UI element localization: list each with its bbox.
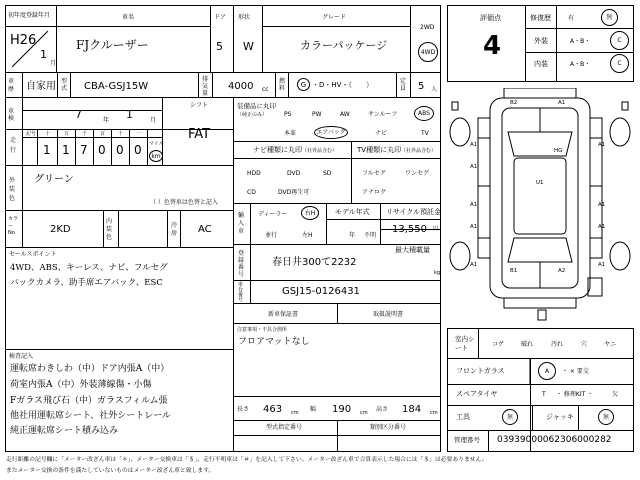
inspector-note-4: 他社用運転席シート、社外シートレール xyxy=(10,411,172,421)
digit-label-3: 百 xyxy=(100,131,106,137)
equipment-sub-label: （純正のみ） xyxy=(237,112,268,118)
first-reg-year: H26 xyxy=(10,33,37,48)
tv-analog: アナログ xyxy=(362,189,387,196)
recycle-yen: 円 xyxy=(433,226,439,232)
sales-points-label: セールスポイント xyxy=(9,251,57,258)
recycle-label: リサイクル預託金 xyxy=(386,208,442,216)
year-divider xyxy=(8,29,57,69)
equip-airbag-circled: エアバック xyxy=(314,126,348,139)
digit-label-4: 十 xyxy=(118,131,124,137)
inspector-note-5: 純正運転席シート積み込み xyxy=(10,426,119,436)
import-left-hand: 左H xyxy=(302,232,313,239)
inspection-month-unit: 月 xyxy=(150,117,157,124)
footer-note-2: またメーター交換の条件を満たしていないものはメーター改ざん車と致します。 xyxy=(6,468,215,474)
length-value: 463 xyxy=(263,404,283,415)
digit-label-0: 十 xyxy=(45,131,51,137)
footer-note-1: 走行距離の記号欄に「メーター改ざん車は「＊」、メーター交換車は「＄」、走行不明車は「＃」を記入して下さい。メーター改ざん車で合算表示した場合には「＄」は必要ありません。 xyxy=(6,457,488,463)
model-label: 型式 xyxy=(61,78,68,92)
shift-value: FAT xyxy=(188,127,211,142)
score-value: 4 xyxy=(483,31,502,61)
color-no-label: カラーNo xyxy=(8,216,19,236)
fuel-label: 燃料 xyxy=(279,78,286,92)
displacement-value: 4000 xyxy=(228,81,254,92)
import-right-hand-circled: 右H xyxy=(301,206,319,220)
mark-right-3: A1 xyxy=(598,224,606,230)
repair-no-circled: 無 xyxy=(601,9,618,26)
capacity-value: 5 xyxy=(418,81,425,92)
mark-left-2: A1 xyxy=(470,164,478,170)
width-cm: cm xyxy=(360,410,368,416)
mileage-digit-4: 0 xyxy=(116,143,124,157)
max-load-label: 最大積載量 xyxy=(395,246,430,254)
drive-4wd-circled: 4WD xyxy=(418,42,438,62)
mileage-digit-3: 0 xyxy=(98,143,106,157)
mark-right-1: A1 xyxy=(598,142,606,148)
jack-label: ジャッキ xyxy=(546,413,574,421)
interior-grade-c-circled: C xyxy=(610,54,629,73)
model-year-value: 不明 xyxy=(364,232,377,239)
mark-top-a1: A1 xyxy=(558,100,566,106)
inspector-note-1: 運転席わきしわ（中）ドア内張A（中） xyxy=(10,364,170,374)
management-value: 03939000062306000282 xyxy=(497,435,612,445)
length-cm: cm xyxy=(291,410,299,416)
tv-sub: （社外品含む） xyxy=(401,148,437,154)
capacity-label: 定員 xyxy=(400,78,407,92)
mark-bottom-b1: B1 xyxy=(510,268,518,274)
mark-center-u1: U1 xyxy=(536,180,544,186)
grade-label: グレード xyxy=(322,14,347,21)
manual: 取扱説明書 xyxy=(373,311,404,318)
digit-label-1: 万 xyxy=(64,131,70,137)
navi-sd: SD xyxy=(323,170,332,177)
spare-tire-repair-kit: ・ 修理KIT ・ xyxy=(556,391,594,398)
interior-grade-label: 内装 xyxy=(534,60,548,68)
front-glass-label: フロントガラス xyxy=(456,367,505,375)
notes-label: 注意事項・不具合箇所 xyxy=(237,327,288,333)
import-label: 輸入車 xyxy=(238,212,245,235)
ac-value: AC xyxy=(198,224,212,235)
management-label: 管理番号 xyxy=(454,436,480,444)
spare-tire-t: T xyxy=(542,391,546,398)
inspector-note-3: Fガラス飛び石（中）ガラスフィルム張 xyxy=(10,396,168,406)
equip-pw: PW xyxy=(312,111,322,118)
mileage-digit-1: 1 xyxy=(62,143,70,157)
interior-sheet-label: 室内シート xyxy=(455,335,475,352)
body-type-label: 車歴 xyxy=(8,78,15,93)
mileage-label: 走行 xyxy=(10,137,17,154)
first-reg-month: 1 xyxy=(40,48,47,61)
tools-label: 工具 xyxy=(456,413,470,421)
equip-leather: 本革 xyxy=(284,130,297,137)
navi-dvd-playback: DVD再生可 xyxy=(278,189,310,196)
import-dealer: ディーラー xyxy=(258,211,288,218)
height-cm: cm xyxy=(430,410,438,416)
inspector-note-2: 荷室内張A（中）外装薄線傷・小傷 xyxy=(10,380,152,390)
mark-left-4: A1 xyxy=(470,224,478,230)
color-no-value: 2KD xyxy=(50,224,71,235)
width-value: 190 xyxy=(332,404,352,415)
first-reg-month-unit: 月 xyxy=(50,60,57,67)
door-value: 5 xyxy=(216,40,223,53)
interior-color-label: 内装色 xyxy=(106,218,113,241)
exterior-note: （ ）色替車は色替と記入 xyxy=(150,199,218,206)
registration-value: 春日井300て2232 xyxy=(272,257,357,268)
score-label: 評価点 xyxy=(480,14,501,22)
sheet-tear: 破れ xyxy=(521,341,534,348)
height-value: 184 xyxy=(402,404,422,415)
front-glass-exchange: ・ × 要交 xyxy=(562,368,589,375)
length-label: 長さ xyxy=(237,406,250,413)
inspection-month: 1 xyxy=(126,108,133,121)
inspection-year: 7 xyxy=(75,108,82,121)
equip-ps: PS xyxy=(284,111,292,118)
equipment-label: 装備品に丸印 xyxy=(237,102,276,110)
interior-grades: A・B・ xyxy=(570,61,591,68)
navi-hdd: HDD xyxy=(247,170,261,177)
digit-label-5: 一 xyxy=(136,131,142,137)
exterior-color: グリーン xyxy=(34,174,74,185)
mileage-digit-2: 7 xyxy=(80,143,88,157)
tv-fullseg: フルセグ xyxy=(362,170,386,177)
mark-top-b2: B2 xyxy=(510,100,518,106)
equip-tv: TV xyxy=(421,130,429,137)
equip-abs-circled: ABS xyxy=(414,106,434,121)
sheet-stain: 汚れ xyxy=(551,341,564,348)
mark-left-3: A1 xyxy=(470,202,478,208)
sheet-nicotine: ヤニ xyxy=(604,341,617,348)
chassis-label: 車台番号 xyxy=(238,282,244,303)
mileage-digit-0: 1 xyxy=(43,143,51,157)
exterior-grade-c-circled: C xyxy=(610,31,629,50)
jack-none-circled: 無 xyxy=(598,409,614,425)
notes-value: フロアマットなし xyxy=(238,337,310,347)
sales-point-line-1: 4WD、ABS、キーレス、ナビ、フルセグ xyxy=(10,263,168,273)
shift-label: シフト xyxy=(190,102,209,109)
sheet-burn: コゲ xyxy=(492,341,505,348)
max-load-kg: kg xyxy=(434,270,441,276)
drive-2wd: 2WD xyxy=(420,24,435,31)
mark-right-2: A1 xyxy=(598,202,606,208)
sales-point-line-2: バックカメラ、助手席エアバック、ESC xyxy=(10,278,163,288)
mileage-unit-km-circled: km xyxy=(149,150,163,162)
equip-navi: ナビ xyxy=(375,130,388,137)
fuel-g-circled: G xyxy=(297,78,310,91)
navi-label: ナビ種類に丸印 xyxy=(253,146,302,154)
import-parallel: 並行 xyxy=(265,232,278,239)
width-label: 幅 xyxy=(310,406,317,413)
door-label: ドア xyxy=(214,14,226,21)
shape-label: 形状 xyxy=(238,14,251,21)
equip-sunroof: サンルーフ xyxy=(368,111,398,118)
model-value: CBA-GSJ15W xyxy=(84,81,149,92)
inspection-label: 車検 xyxy=(8,108,15,122)
car-damage-diagram xyxy=(448,88,638,324)
inspector-notes-label: 検査記入 xyxy=(9,353,34,360)
capacity-unit: 人 xyxy=(431,86,438,93)
first-reg-label: 初年度登録年月 xyxy=(8,12,51,19)
navi-dvd: DVD xyxy=(287,170,301,177)
fuel-options: ・D・HV・（ ） xyxy=(312,81,373,89)
mark-left-5: A1 xyxy=(470,262,478,268)
digit-label-2: 千 xyxy=(82,131,88,137)
registration-label: 登録番号 xyxy=(238,250,245,278)
spare-tire-missing: 欠 xyxy=(612,391,619,398)
type-design-label: 型式指定番号 xyxy=(266,424,303,431)
shape-value: W xyxy=(243,40,254,53)
mileage-unit-mile: マイル xyxy=(149,141,164,147)
body-type: 自家用 xyxy=(26,81,56,92)
grade-value: カラーパッケージ xyxy=(300,39,388,52)
exterior-grade-label: 外装 xyxy=(534,37,548,45)
tv-label: TV種類に丸印 xyxy=(357,146,402,154)
displacement-label: 排気量 xyxy=(202,76,209,97)
equip-aw: AW xyxy=(340,111,350,118)
sheet-hole: 穴 xyxy=(581,341,588,348)
exterior-grades: A・B・ xyxy=(570,38,591,45)
spare-tire-label: スペアタイヤ xyxy=(456,390,498,398)
mark-center-hg: HG xyxy=(554,148,563,154)
navi-sub: （社外品含む） xyxy=(302,148,338,154)
class-label: 類別区分番号 xyxy=(370,424,407,431)
chassis-value: GSJ15-0126431 xyxy=(282,286,360,297)
mark-right-4: A1 xyxy=(598,262,606,268)
tv-oneseg: ワンセグ xyxy=(405,170,430,177)
repair-yes: 有 xyxy=(568,15,575,22)
inspection-year-unit: 年 xyxy=(103,117,110,124)
model-year-unit: 年 xyxy=(349,232,356,239)
displacement-cc: cc xyxy=(262,86,269,93)
repair-history-label: 修復歴 xyxy=(530,14,551,22)
exterior-label: 外装色 xyxy=(9,177,16,202)
mileage-digit-5: 0 xyxy=(134,143,142,157)
ac-label: 冷房 xyxy=(171,222,178,237)
mark-left-1: A1 xyxy=(470,142,478,148)
mileage-record-label: 記号 xyxy=(26,131,37,137)
car-name: FJクルーザー xyxy=(76,38,149,52)
new-car-cert: 新車保証書 xyxy=(268,311,299,318)
tools-none-circled: 無 xyxy=(502,409,518,425)
car-name-label: 車名 xyxy=(122,14,135,21)
navi-cd: CD xyxy=(247,189,256,196)
recycle-value: 13,550 xyxy=(392,224,427,235)
model-year-label: モデル年式 xyxy=(335,208,370,216)
height-label: 高さ xyxy=(376,406,389,413)
front-glass-a-circled: A xyxy=(538,362,556,380)
mark-bottom-a2: A2 xyxy=(558,268,566,274)
